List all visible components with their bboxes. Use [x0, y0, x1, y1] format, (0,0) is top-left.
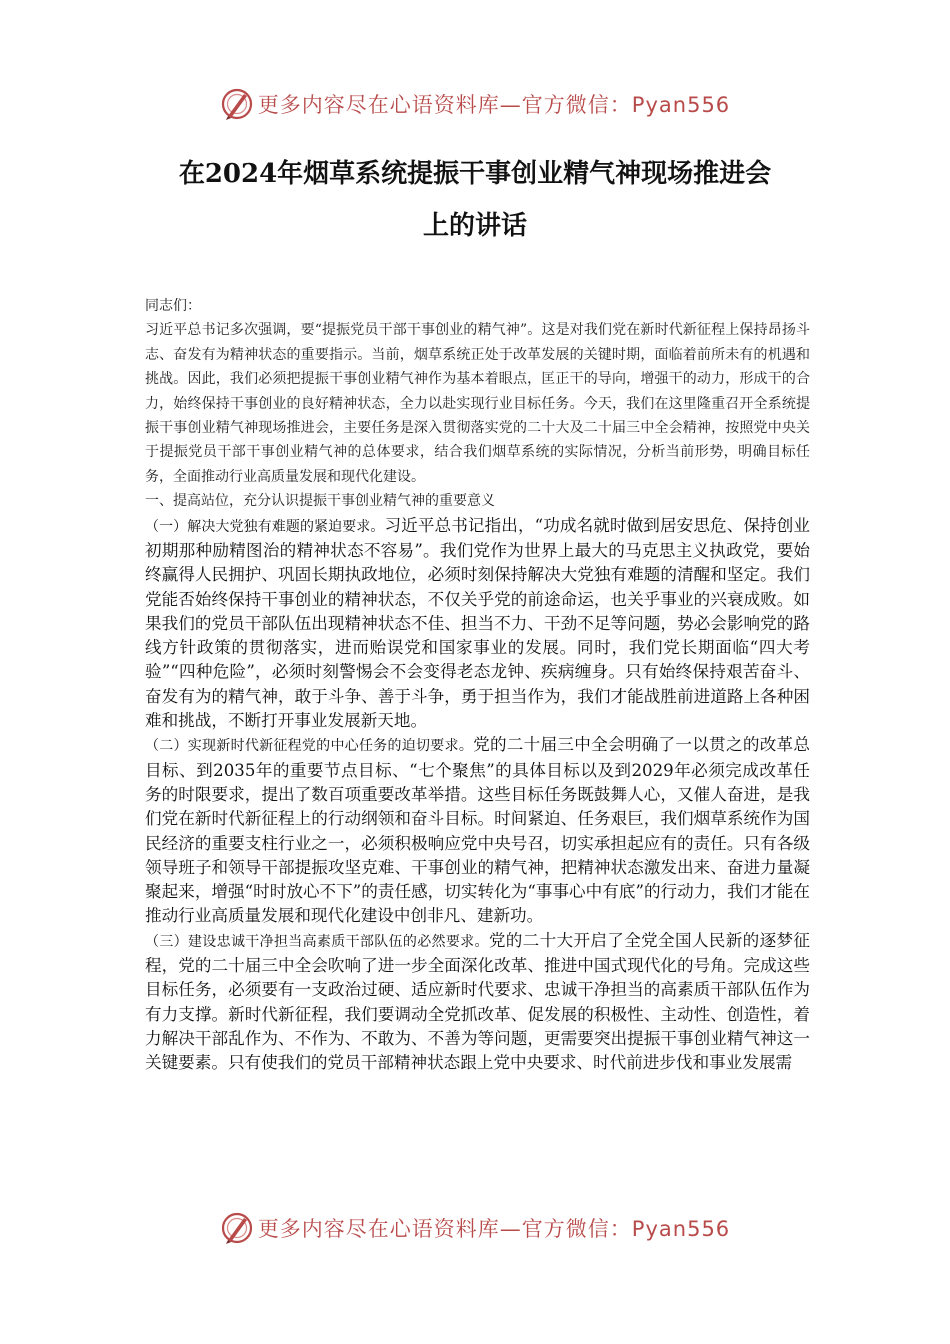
paragraph-3-body: 党的二十大开启了全党全国人民新的逐梦征程，党的二十届三中全会吹响了进一步全面深化改革、推进中国式现代化的号角。完成这些目标任务，必须要有一支政治过硬、适应新时代要求、忠诚干净担当的高素质干部队伍作为有力支撑。新时代新征程，我们要调动全党抓改革、促发展的积极性、主动性、创造性，着力解决干部乱作为、不作为、不敢为、不善为等问题，更需要突出提振干事创业精气神这一关键要素。只有使我们的党员干部精神状态跟上党中央要求、时代前进步伐和事业发展需 — [145, 930, 811, 1073]
paragraph-2-body: 党的二十届三中全会明确了一以贯之的改革总目标、到2035年的重要节点目标、“七个聚焦”的具体目标以及到2029年必须完成改革任务的时限要求，提出了数百项重要改革举措。这些目标任务既鼓舞人心，又催人奋进，是我们党在新时代新征程上的行动纲领和奋斗目标。时间紧迫、任务艰巨，我们烟草系统作为国民经济的重要支柱行业之一，必须积极响应党中央号召，切实承担起应有的责任。只有各级领导班子和领导干部提振攻坚克难、干事创业的精气神，把精神状态激发出来、奋进力量凝聚起来，增强“时时放心不下”的责任感，切实转化为“事事心中有底”的行动力，我们才能在推动行业高质量发展和现代化建设中创非凡、建新功。 — [145, 735, 811, 926]
title-line-2: 上的讲话 — [422, 211, 527, 241]
title-line-1: 在2024年烟草系统提振干事创业精气神现场推进会 — [178, 159, 772, 189]
watermark-banner-bottom — [0, 1208, 950, 1248]
paragraph-1-lead: （一）解决大党独有难题的紧迫要求。 — [145, 518, 385, 535]
paragraph-3-lead: （三）建设忠诚干净担当高素质干部队伍的必然要求。 — [145, 933, 489, 950]
pen-circle-logo-icon — [220, 87, 254, 121]
paragraph-1 — [145, 514, 810, 734]
watermark-text: 更多内容尽在心语资料库—官方微信：Pyan556 — [257, 93, 731, 117]
paragraph-2 — [145, 733, 810, 928]
paragraph-3 — [145, 929, 810, 1076]
intro-paragraph: 习近平总书记多次强调，要“提振党员干部干事创业的精气神”。这是对我们党在新时代新征程上保持昂扬斗志、奋发有为精神状态的重要指示。当前，烟草系统正处于改革发展的关键时期，面临着前所未有的机遇和挑战。因此，我们必须把提振干事创业精气神作为基本着眼点，匡正干的导向，增强干的动力，形成干的合力，始终保持干事创业的良好精神状态，全力以赴实现行业目标任务。今天，我们在这里隆重召开全系统提振干事创业精气神现场推进会，主要任务是深入贯彻落实党的二十大及二十届三中全会精神，按照党中央关于提振党员干部干事创业精气神的总体要求，结合我们烟草系统的实际情况，分析当前形势，明确目标任务，全面推动行业高质量发展和现代化建设。 — [145, 322, 810, 485]
paragraph-1-body: 习近平总书记指出，“功成名就时做到居安思危、保持创业初期那种励精图治的精神状态不容易”。我们党作为世界上最大的马克思主义执政党，要始终赢得人民拥护、巩固长期执政地位，必须时刻保持解决大党独有难题的清醒和坚定。我们党能否始终保持干事创业的精神状态，不仅关乎党的前途命运，也关乎事业的兴衰成败。如果我们的党员干部队伍出现精神状态不佳、担当不力、干劲不足等问题，势必会影响党的路线方针政策的贯彻落实，进而贻误党和国家事业的发展。同时，我们党长期面临“四大考验”“四种危险”，必须时刻警惕会不会变得老态龙钟、疾病缠身。只有始终保持艰苦奋斗、奋发有为的精气神，敢于斗争、善于斗争，勇于担当作为，我们才能战胜前进道路上各种困难和挑战，不断打开事业发展新天地。 — [145, 515, 811, 731]
salutation: 同志们： — [145, 298, 201, 314]
pen-circle-logo-icon — [220, 1211, 254, 1245]
paragraph-2-lead: （二）实现新时代新征程党的中心任务的迫切要求。 — [145, 738, 474, 755]
watermark-text: 更多内容尽在心语资料库—官方微信：Pyan556 — [257, 1217, 731, 1241]
watermark-banner-top — [0, 84, 950, 124]
document-body — [145, 294, 810, 1075]
document-title — [140, 148, 810, 252]
section-heading-1: 一、提高站位，充分认识提振干事创业精气神的重要意义 — [145, 493, 495, 510]
